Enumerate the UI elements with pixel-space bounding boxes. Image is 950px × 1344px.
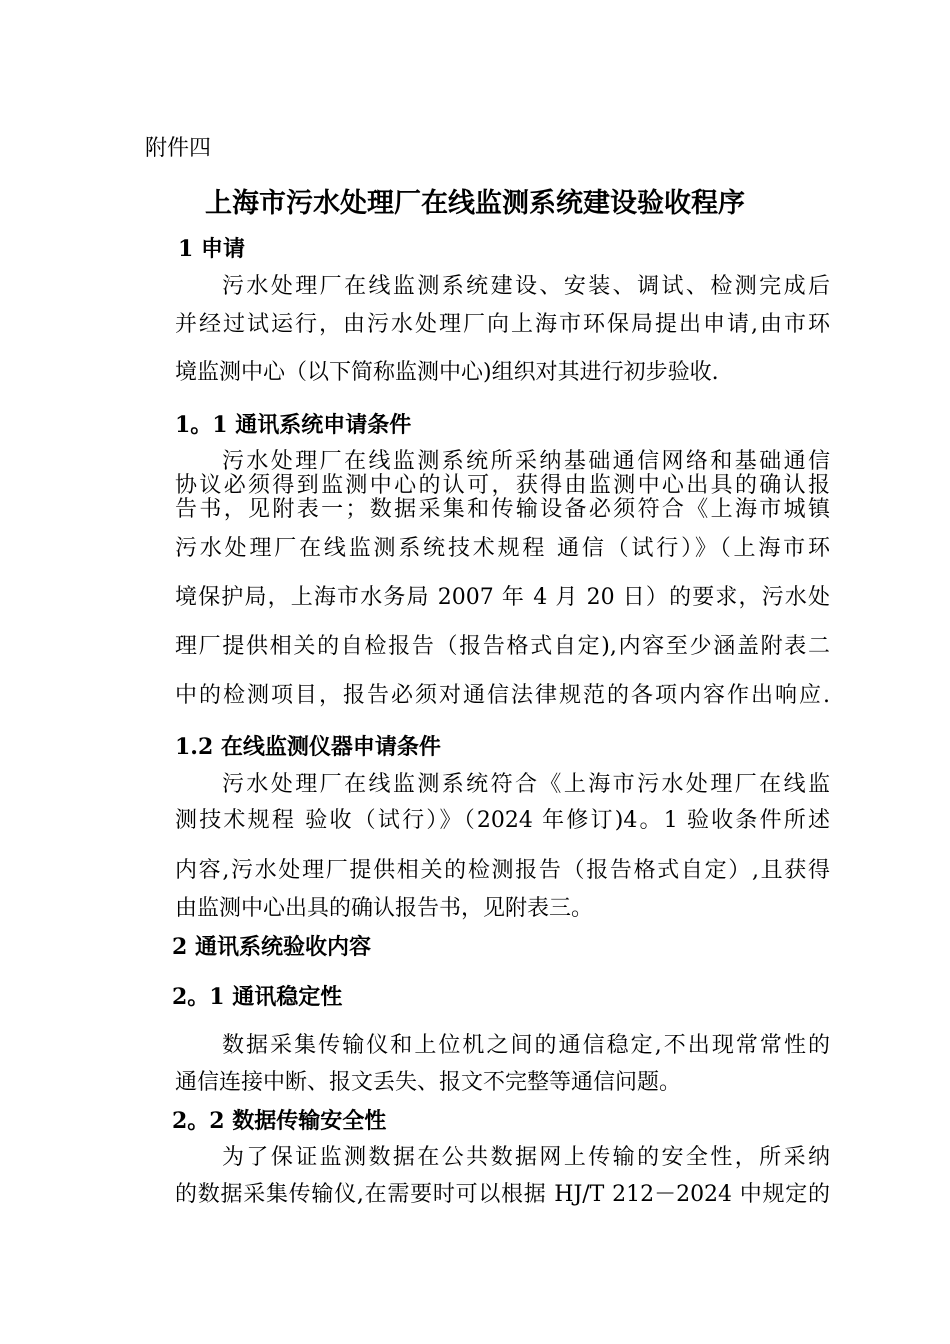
paragraph-line: 的数据采集传输仪,在需要时可以根据 HJ/T 212－2024 中规定的 xyxy=(175,1182,830,1207)
paragraph-line: 内容,污水处理厂提供相关的检测报告（报告格式自定）,且获得 xyxy=(175,858,830,883)
paragraph-line: 中的检测项目，报告必须对通信法律规范的各项内容作出响应. xyxy=(175,683,830,708)
paragraph-line: 测技术规程 验收（试行）》（2024 年修订)4。1 验收条件所述 xyxy=(175,808,830,833)
paragraph-line: 并经过试运行，由污水处理厂向上海市环保局提出申请,由市环 xyxy=(175,312,830,337)
paragraph-line: 通信连接中断、报文丢失、报文不完整等通信问题。 xyxy=(175,1070,682,1095)
paragraph-line: 理厂提供相关的自检报告（报告格式自定),内容至少涵盖附表二 xyxy=(175,634,830,659)
document-title: 上海市污水处理厂在线监测系统建设验收程序 xyxy=(205,188,745,219)
section-1-heading: 1 申请 xyxy=(178,236,245,262)
paragraph-line: 由监测中心出具的确认报告书，见附表三。 xyxy=(175,896,594,921)
paragraph-line: 协议必须得到监测中心的认可，获得由监测中心出具的确认报 xyxy=(175,473,830,498)
section-2-1-heading: 2。1 通讯稳定性 xyxy=(172,984,343,1010)
paragraph-line: 污水处理厂在线监测系统符合《上海市污水处理厂在线监 xyxy=(222,772,830,797)
section-1-1-heading: 1。1 通讯系统申请条件 xyxy=(175,412,412,438)
section-2-2-heading: 2。2 数据传输安全性 xyxy=(172,1108,387,1134)
paragraph-line: 告书，见附表一；数据采集和传输设备必须符合《上海市城镇 xyxy=(175,497,830,522)
paragraph-line: 污水处理厂在线监测系统建设、安装、调试、检测完成后 xyxy=(222,274,830,299)
annex-label: 附件四 xyxy=(145,136,212,161)
paragraph-line: 境监测中心（以下简称监测中心)组织对其进行初步验收. xyxy=(175,360,719,385)
paragraph-line: 境保护局，上海市水务局 2007 年 4 月 20 日）的要求，污水处 xyxy=(175,585,830,610)
paragraph-line: 数据采集传输仪和上位机之间的通信稳定,不出现常常性的 xyxy=(222,1033,830,1058)
paragraph-line: 为了保证监测数据在公共数据网上传输的安全性，所采纳 xyxy=(222,1145,830,1170)
section-1-2-heading: 1.2 在线监测仪器申请条件 xyxy=(175,734,441,760)
paragraph-line: 污水处理厂在线监测系统技术规程 通信（试行）》（上海市环 xyxy=(175,536,830,561)
section-2-heading: 2 通讯系统验收内容 xyxy=(172,934,371,960)
paragraph-line: 污水处理厂在线监测系统所采纳基础通信网络和基础通信 xyxy=(222,449,830,474)
